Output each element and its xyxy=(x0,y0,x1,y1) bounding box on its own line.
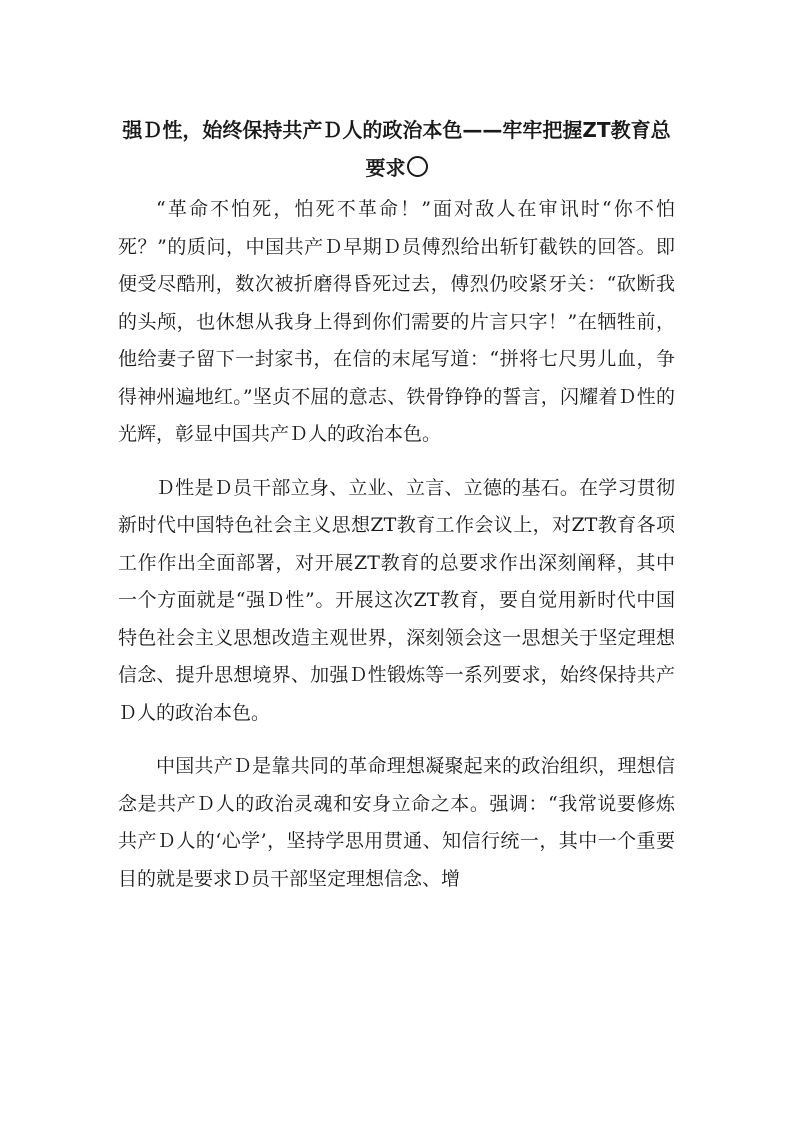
document-title xyxy=(118,111,675,187)
circle-icon xyxy=(407,156,428,177)
paragraph-1: “革命不怕死，怕死不革命！”面对敌人在审讯时“你不怕死？”的质问，中国共产Ｄ早期Ｄ员傅烈给出斩钉截铁的回答。即便受尽酷刑，数次被折磨得昏死过去，傅烈仍咬紧牙关：“砍断我的头颅，也休想从我身上得到你们需要的片言只字！”在牺牲前，他给妻子留下一封家书，在信的末尾写道：“拼将七尺男儿血，争得神州遍地红。”坚贞不屈的意志、铁骨铮铮的誓言，闪耀着Ｄ性的光辉，彰显中国共产Ｄ人的政治本色。 xyxy=(118,198,675,445)
paragraph-2: Ｄ性是Ｄ员干部立身、立业、立言、立德的基石。在学习贯彻新时代中国特色社会主义思想ZT教育工作会议上，对ZT教育各项工作作出全面部署，对开展ZT教育的总要求作出深刻阐释，其中一个方面就是“强Ｄ性”。开展这次ZT教育，要自觉用新时代中国特色社会主义思想改造主观世界，深刻领会这一思想关于坚定理想信念、提升思想境界、加强Ｄ性锻炼等一系列要求，始终保持共产Ｄ人的政治本色。 xyxy=(118,476,675,724)
document-title-text: 强Ｄ性，始终保持共产Ｄ人的政治本色——牢牢把握ZT教育总要求 xyxy=(122,118,671,180)
paragraph-3: 中国共产Ｄ是靠共同的革命理想凝聚起来的政治组织，理想信念是共产Ｄ人的政治灵魂和安身立命之本。强调：“我常说要修炼共产Ｄ人的‘心学’，坚持学思用贯通、知信行统一，其中一个重要目的就是要求Ｄ员干部坚定理想信念、增 xyxy=(118,755,675,890)
